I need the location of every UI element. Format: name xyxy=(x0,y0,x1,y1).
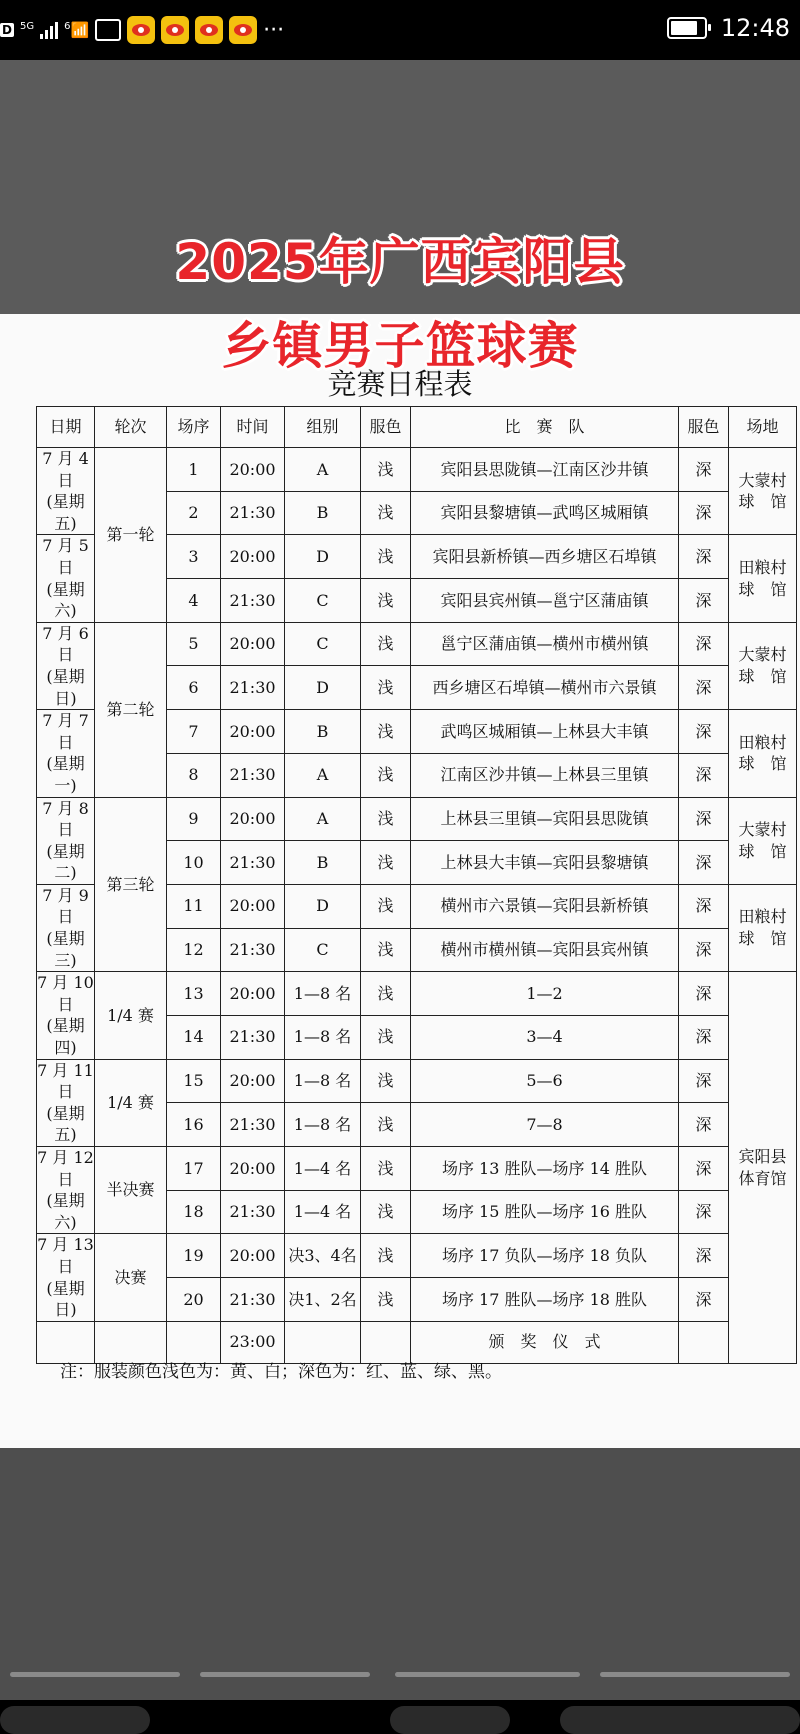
date-cell xyxy=(37,1059,95,1146)
venue-line2: 球 馆 xyxy=(738,666,787,686)
weekday-label: (星期日) xyxy=(46,1278,85,1320)
home-color: 浅 xyxy=(361,797,411,841)
round-cell: 第三轮 xyxy=(95,797,167,972)
match-time: 21:30 xyxy=(221,666,285,710)
venue-cell xyxy=(729,622,797,709)
match-time: 20:00 xyxy=(221,1147,285,1191)
match-no: 10 xyxy=(167,841,221,885)
venue-cell xyxy=(729,972,797,1364)
match-no: 2 xyxy=(167,491,221,535)
date-cell xyxy=(37,622,95,709)
document-title: 竞赛日程表 xyxy=(327,367,473,401)
match-no: 5 xyxy=(167,622,221,666)
match-group: D xyxy=(285,884,361,928)
table-row xyxy=(37,622,797,666)
venue-line2: 球 馆 xyxy=(738,754,787,774)
match-no: 12 xyxy=(167,928,221,972)
home-color: 浅 xyxy=(361,1015,411,1059)
match-group: 1—4 名 xyxy=(285,1147,361,1191)
clock: 12:48 xyxy=(720,14,790,42)
date-cell xyxy=(37,535,95,622)
match-group: 1—8 名 xyxy=(285,972,361,1016)
date-cell xyxy=(37,797,95,884)
match-no: 4 xyxy=(167,579,221,623)
date-cell xyxy=(37,1147,95,1234)
match-group: D xyxy=(285,535,361,579)
wifi-icon: $^6$📶 xyxy=(64,21,90,39)
away-color: 深 xyxy=(679,622,729,666)
round-cell: 第一轮 xyxy=(95,448,167,623)
match-group: B xyxy=(285,491,361,535)
table-row xyxy=(37,448,797,492)
home-color: 浅 xyxy=(361,928,411,972)
away-color: 深 xyxy=(679,841,729,885)
match-teams: 宾阳县宾州镇—邕宁区蒲庙镇 xyxy=(411,579,679,623)
page-indicator xyxy=(395,1672,580,1677)
match-teams: 场序 13 胜队—场序 14 胜队 xyxy=(411,1147,679,1191)
header-match-no: 场序 xyxy=(167,407,221,448)
match-time: 20:00 xyxy=(221,448,285,492)
away-color: 深 xyxy=(679,1015,729,1059)
match-no: 14 xyxy=(167,1015,221,1059)
away-color: 深 xyxy=(679,1059,729,1103)
weekday-label: (星期四) xyxy=(46,1016,85,1058)
weekday-label: (星期一) xyxy=(46,754,85,795)
match-no: 7 xyxy=(167,710,221,754)
home-color: 浅 xyxy=(361,448,411,492)
venue-line2: 球 馆 xyxy=(738,492,787,512)
table-row xyxy=(37,972,797,1016)
match-teams: 宾阳县黎塘镇—武鸣区城厢镇 xyxy=(411,491,679,535)
battery-icon xyxy=(667,17,707,39)
venue-line1: 宾阳县 xyxy=(738,1146,787,1166)
venue-cell xyxy=(729,884,797,971)
match-teams: 场序 17 胜队—场序 18 胜队 xyxy=(411,1278,679,1322)
page-indicator xyxy=(200,1672,370,1677)
match-teams: 7—8 xyxy=(411,1103,679,1147)
match-group: 决1、2名 xyxy=(285,1278,361,1322)
match-time: 20:00 xyxy=(221,535,285,579)
home-color: 浅 xyxy=(361,579,411,623)
venue-line1: 田粮村 xyxy=(738,907,787,927)
away-color: 深 xyxy=(679,1147,729,1191)
match-teams: 5—6 xyxy=(411,1059,679,1103)
date-label: 7 月 11 日 xyxy=(37,1060,94,1102)
match-time: 21:30 xyxy=(221,1015,285,1059)
match-time: 20:00 xyxy=(221,884,285,928)
home-color: 浅 xyxy=(361,666,411,710)
match-group: C xyxy=(285,622,361,666)
home-color: 浅 xyxy=(361,1234,411,1278)
match-no: 16 xyxy=(167,1103,221,1147)
home-color: 浅 xyxy=(361,1147,411,1191)
date-label: 7 月 6 日 xyxy=(42,623,89,665)
match-no: 19 xyxy=(167,1234,221,1278)
match-group: B xyxy=(285,841,361,885)
round-cell: 半决赛 xyxy=(95,1147,167,1234)
match-teams: 宾阳县思陇镇—江南区沙井镇 xyxy=(411,448,679,492)
home-color: 浅 xyxy=(361,884,411,928)
match-time: 20:00 xyxy=(221,710,285,754)
away-color: 深 xyxy=(679,1103,729,1147)
round-cell: 决赛 xyxy=(95,1234,167,1321)
match-no: 20 xyxy=(167,1278,221,1322)
away-color: 深 xyxy=(679,1190,729,1234)
date-label: 7 月 5 日 xyxy=(42,536,89,577)
match-group: 1—8 名 xyxy=(285,1015,361,1059)
venue-cell xyxy=(729,710,797,797)
match-teams: 3—4 xyxy=(411,1015,679,1059)
date-label: 7 月 13 日 xyxy=(37,1235,94,1276)
match-no: 1 xyxy=(167,448,221,492)
date-label: 7 月 8 日 xyxy=(42,798,89,840)
match-no: 8 xyxy=(167,753,221,797)
away-color: 深 xyxy=(679,884,729,928)
venue-line1: 大蒙村 xyxy=(738,470,787,490)
date-cell xyxy=(37,884,95,971)
header-time: 时间 xyxy=(221,407,285,448)
match-time: 20:00 xyxy=(221,797,285,841)
nav-button[interactable] xyxy=(0,1706,150,1734)
footnote: 注：服装颜色浅色为：黄、白；深色为：红、蓝、绿、黑。 xyxy=(60,1362,502,1382)
weekday-label: (星期六) xyxy=(46,1191,85,1232)
away-color: 深 xyxy=(679,753,729,797)
match-time: 21:30 xyxy=(221,579,285,623)
home-color: 浅 xyxy=(361,841,411,885)
status-bar xyxy=(0,0,800,60)
match-time: 21:30 xyxy=(221,928,285,972)
match-time: 21:30 xyxy=(221,1103,285,1147)
away-color: 深 xyxy=(679,1278,729,1322)
ceremony-label: 颁 奖 仪 式 xyxy=(411,1321,679,1363)
date-cell xyxy=(37,710,95,797)
date-label: 7 月 10 日 xyxy=(37,973,94,1014)
weibo-app-icon xyxy=(229,16,257,44)
away-color: 深 xyxy=(679,972,729,1016)
match-no: 18 xyxy=(167,1190,221,1234)
weekday-label: (星期六) xyxy=(46,579,85,621)
header-round: 轮次 xyxy=(95,407,167,448)
venue-line1: 大蒙村 xyxy=(738,645,787,665)
match-teams: 场序 17 负队—场序 18 负队 xyxy=(411,1234,679,1278)
home-color: 浅 xyxy=(361,972,411,1016)
nav-button[interactable] xyxy=(560,1706,800,1734)
match-no: 6 xyxy=(167,666,221,710)
match-time: 20:00 xyxy=(221,972,285,1016)
message-icon xyxy=(95,19,121,41)
date-label: 7 月 12 日 xyxy=(37,1148,94,1189)
match-no: 9 xyxy=(167,797,221,841)
page-indicator xyxy=(600,1672,790,1677)
overlay-title-line2: 乡镇男子篮球赛 xyxy=(221,317,579,375)
weekday-label: (星期日) xyxy=(46,666,85,708)
network-label: 5G xyxy=(19,21,35,32)
venue-line2: 球 馆 xyxy=(738,929,787,949)
schedule-table xyxy=(36,406,797,1364)
match-teams: 江南区沙井镇—上林县三里镇 xyxy=(411,753,679,797)
table-header-row xyxy=(37,407,797,448)
more-notifications-icon: ··· xyxy=(263,17,285,43)
venue-cell xyxy=(729,797,797,884)
weekday-label: (星期五) xyxy=(46,492,85,533)
header-venue: 场地 xyxy=(729,407,797,448)
weekday-label: (星期五) xyxy=(46,1103,85,1145)
home-color: 浅 xyxy=(361,535,411,579)
away-color: 深 xyxy=(679,666,729,710)
match-group: C xyxy=(285,928,361,972)
match-teams: 上林县大丰镇—宾阳县黎塘镇 xyxy=(411,841,679,885)
match-teams: 上林县三里镇—宾阳县思陇镇 xyxy=(411,797,679,841)
match-group: A xyxy=(285,448,361,492)
match-group: 1—8 名 xyxy=(285,1103,361,1147)
match-time: 20:00 xyxy=(221,622,285,666)
home-color: 浅 xyxy=(361,1190,411,1234)
match-teams: 武鸣区城厢镇—上林县大丰镇 xyxy=(411,710,679,754)
match-time: 21:30 xyxy=(221,1278,285,1322)
match-group: C xyxy=(285,579,361,623)
away-color: 深 xyxy=(679,448,729,492)
round-cell: 1/4 赛 xyxy=(95,1059,167,1146)
date-label: 7 月 4 日 xyxy=(42,449,89,490)
date-label: 7 月 7 日 xyxy=(42,711,89,752)
match-time: 20:00 xyxy=(221,1059,285,1103)
overlay-title-line1: 2025年广西宾阳县 xyxy=(175,233,625,291)
image-bottom-band xyxy=(0,1448,800,1734)
round-cell: 第二轮 xyxy=(95,622,167,797)
venue-cell xyxy=(729,448,797,535)
away-color: 深 xyxy=(679,797,729,841)
venue-line1: 田粮村 xyxy=(738,732,787,752)
home-color: 浅 xyxy=(361,1278,411,1322)
venue-line2: 球 馆 xyxy=(738,579,787,599)
match-no: 15 xyxy=(167,1059,221,1103)
away-color: 深 xyxy=(679,1234,729,1278)
match-teams: 邕宁区蒲庙镇—横州市横州镇 xyxy=(411,622,679,666)
date-label: 7 月 9 日 xyxy=(42,885,89,927)
venue-line1: 大蒙村 xyxy=(738,820,787,840)
home-color: 浅 xyxy=(361,710,411,754)
home-color: 浅 xyxy=(361,753,411,797)
weekday-label: (星期二) xyxy=(46,841,85,883)
empty-cell xyxy=(679,1321,729,1363)
date-cell xyxy=(37,448,95,535)
table-row xyxy=(37,1059,797,1103)
away-color: 深 xyxy=(679,535,729,579)
home-color: 浅 xyxy=(361,622,411,666)
match-time: 20:00 xyxy=(221,1234,285,1278)
home-color: 浅 xyxy=(361,1103,411,1147)
match-time: 21:30 xyxy=(221,491,285,535)
match-time: 21:30 xyxy=(221,753,285,797)
table-row xyxy=(37,1147,797,1191)
match-teams: 横州市横州镇—宾阳县宾州镇 xyxy=(411,928,679,972)
match-teams: 场序 15 胜队—场序 16 胜队 xyxy=(411,1190,679,1234)
away-color: 深 xyxy=(679,579,729,623)
table-row xyxy=(37,1234,797,1278)
ceremony-time: 23:00 xyxy=(221,1321,285,1363)
match-group: A xyxy=(285,797,361,841)
match-group: 1—4 名 xyxy=(285,1190,361,1234)
header-teams: 比 赛 队 xyxy=(411,407,679,448)
weibo-app-icon xyxy=(127,16,155,44)
match-time: 21:30 xyxy=(221,841,285,885)
match-group: 1—8 名 xyxy=(285,1059,361,1103)
match-teams: 宾阳县新桥镇—西乡塘区石埠镇 xyxy=(411,535,679,579)
page-indicator xyxy=(10,1672,180,1677)
nav-button[interactable] xyxy=(390,1706,510,1734)
header-group: 组别 xyxy=(285,407,361,448)
header-date: 日期 xyxy=(37,407,95,448)
weibo-app-icon xyxy=(195,16,223,44)
date-cell xyxy=(37,1234,95,1321)
header-color: 服色 xyxy=(679,407,729,448)
match-group: D xyxy=(285,666,361,710)
match-group: A xyxy=(285,753,361,797)
schedule-document xyxy=(0,314,800,1448)
home-color: 浅 xyxy=(361,1059,411,1103)
weekday-label: (星期三) xyxy=(46,929,85,970)
round-cell: 1/4 赛 xyxy=(95,972,167,1059)
match-no: 3 xyxy=(167,535,221,579)
match-no: 17 xyxy=(167,1147,221,1191)
match-teams: 西乡塘区石埠镇—横州市六景镇 xyxy=(411,666,679,710)
signal-icon xyxy=(40,21,58,39)
venue-cell xyxy=(729,535,797,622)
status-badge: D xyxy=(2,23,12,37)
weibo-app-icon xyxy=(161,16,189,44)
venue-line1: 田粮村 xyxy=(738,557,787,577)
match-teams: 横州市六景镇—宾阳县新桥镇 xyxy=(411,884,679,928)
away-color: 深 xyxy=(679,710,729,754)
match-no: 11 xyxy=(167,884,221,928)
header-color: 服色 xyxy=(361,407,411,448)
venue-line2: 球 馆 xyxy=(738,841,787,861)
match-teams: 1—2 xyxy=(411,972,679,1016)
match-no: 13 xyxy=(167,972,221,1016)
away-color: 深 xyxy=(679,928,729,972)
away-color: 深 xyxy=(679,491,729,535)
venue-line2: 体育馆 xyxy=(738,1168,787,1188)
table-row xyxy=(37,797,797,841)
home-color: 浅 xyxy=(361,491,411,535)
match-group: B xyxy=(285,710,361,754)
match-group: 决3、4名 xyxy=(285,1234,361,1278)
date-cell xyxy=(37,972,95,1059)
match-time: 21:30 xyxy=(221,1190,285,1234)
